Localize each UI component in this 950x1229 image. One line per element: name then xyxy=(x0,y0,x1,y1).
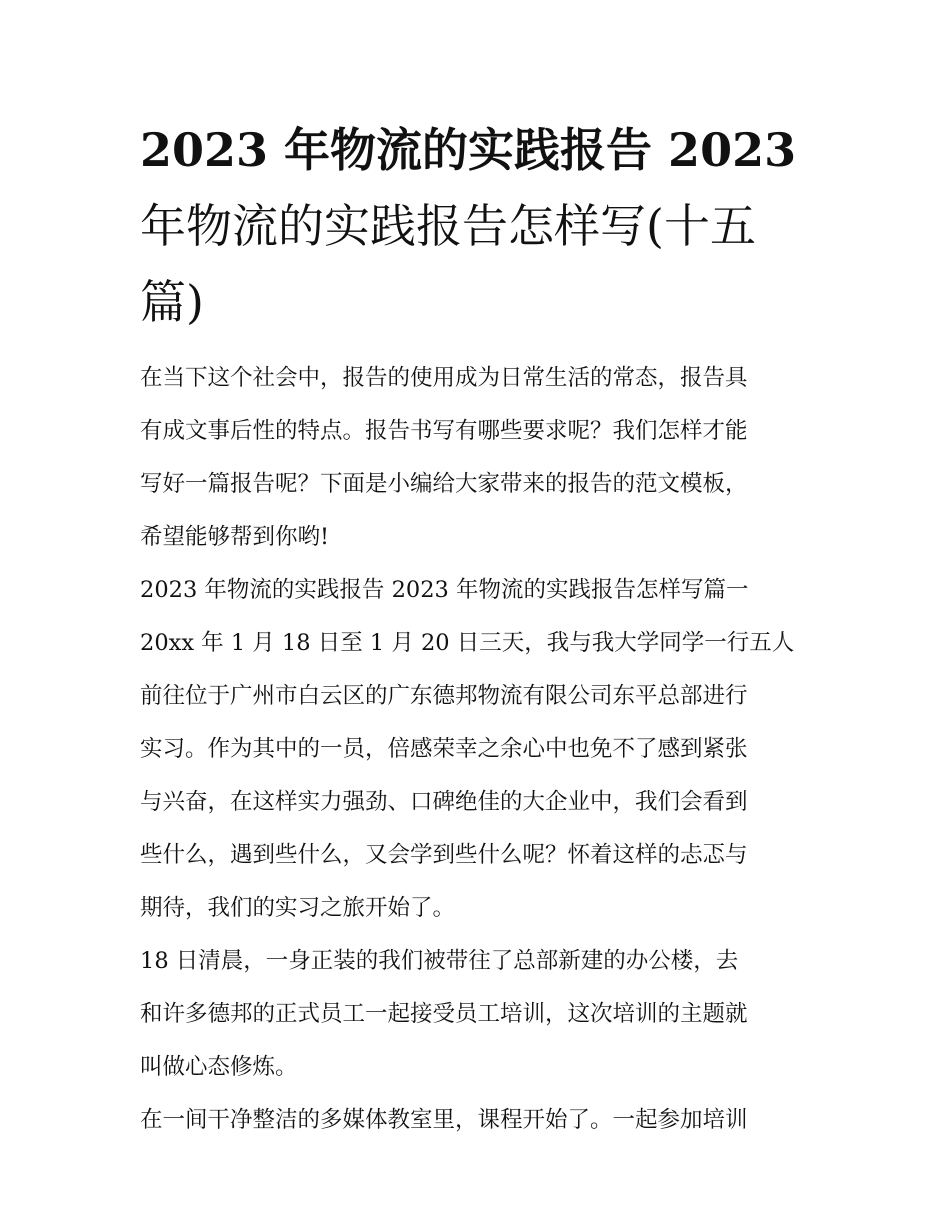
title-line: 年物流的实践报告怎样写(十五 xyxy=(140,199,756,253)
document-title xyxy=(140,112,820,340)
body-paragraph xyxy=(140,1094,820,1147)
title-line-1: 2023 年物流的实践报告 2023 xyxy=(140,123,797,177)
text-line: 写好一篇报告呢？下面是小编给大家带来的报告的范文模板， xyxy=(140,471,748,497)
text-line: 有成文事后性的特点。报告书写有哪些要求呢？我们怎样才能 xyxy=(140,418,748,444)
text-line: 在一间干净整洁的多媒体教室里，课程开始了。一起参加培训 xyxy=(140,1107,748,1133)
intro-paragraph xyxy=(140,352,820,564)
section-heading-paragraph xyxy=(140,564,820,617)
text-line: 2023 年物流的实践报告 2023 年物流的实践报告怎样写篇一 xyxy=(140,577,749,603)
text-line: 叫做心态修炼。 xyxy=(140,1054,298,1080)
text-line: 与兴奋，在这样实力强劲、口碑绝佳的大企业中，我们会看到 xyxy=(140,789,748,815)
title-line xyxy=(140,112,820,188)
text-line: 希望能够帮到你哟! xyxy=(140,524,330,550)
title-line: 篇) xyxy=(140,275,204,329)
text-line: 期待，我们的实习之旅开始了。 xyxy=(140,895,456,921)
body-paragraph xyxy=(140,935,820,1094)
document-body xyxy=(140,352,820,1147)
text-line: 些什么，遇到些什么，又会学到些什么呢？怀着这样的忐忑与 xyxy=(140,842,748,868)
text-line: 在当下这个社会中，报告的使用成为日常生活的常态，报告具 xyxy=(140,365,748,391)
text-line: 18 日清晨，一身正装的我们被带往了总部新建的办公楼，去 xyxy=(140,948,739,974)
text-line: 前往位于广州市白云区的广东德邦物流有限公司东平总部进行 xyxy=(140,683,748,709)
text-line: 和许多德邦的正式员工一起接受员工培训，这次培训的主题就 xyxy=(140,1001,748,1027)
body-paragraph xyxy=(140,617,820,935)
text-line: 20xx 年 1 月 18 日至 1 月 20 日三天，我与我大学同学一行五人 xyxy=(140,630,795,656)
text-line: 实习。作为其中的一员，倍感荣幸之余心中也免不了感到紧张 xyxy=(140,736,748,762)
